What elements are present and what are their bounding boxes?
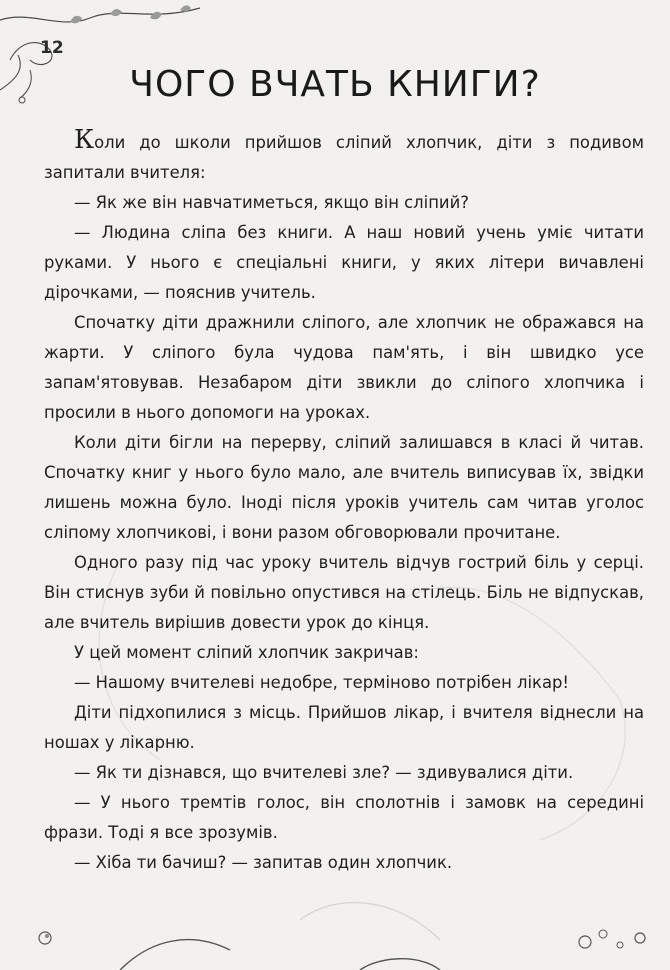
paragraph: — У нього тремтів голос, він сполотнів і замовк на середині фрази. Тоді я все зрозумів.: [44, 793, 644, 842]
paragraph: — Нашому вчителеві недобре, терміново потрібен лікар!: [74, 673, 569, 692]
bubbles-decoration-icon: [0, 890, 670, 970]
drop-cap: К: [74, 125, 95, 155]
story-text: [44, 125, 644, 878]
paragraph: Коли до школи прийшов сліпий хлопчик, діти з подивом запитали вчителя:: [44, 125, 644, 182]
paragraph: — Людина сліпа без книги. А наш новий учень уміє читати руками. У нього є спеціальні книги, у яких літери вичавлені дірочками, — пояснив учитель.: [44, 223, 644, 302]
paragraph: — Хіба ти бачиш? — запитав один хлопчик.: [74, 853, 453, 872]
paragraph: Одного разу під час уроку вчитель відчув гострий біль у серці. Він стиснув зуби й повільно опустився на стілець. Біль не відпускав, але вчитель вирішив довести урок до кінця.: [44, 553, 644, 632]
paragraph: Коли діти бігли на перерву, сліпий залишався в класі й читав. Спочатку книг у нього було мало, але вчитель виписував їх, звідки лишень можна було. Іноді після уроків учитель сам читав уголос сліпому хлопчикові, і вони разом обговорювали прочитане.: [44, 433, 644, 542]
paragraph: — Як ти дізнався, що вчителеві зле? — здивувалися діти.: [74, 763, 574, 782]
paragraph: У цей момент сліпий хлопчик закричав:: [74, 643, 419, 662]
paragraph: — Як же він навчатиметься, якщо він сліпий?: [74, 193, 469, 212]
page-number: 12: [40, 38, 64, 58]
page-title: ЧОГО ВЧАТЬ КНИГИ?: [129, 64, 541, 105]
paragraph: Спочатку діти дражнили сліпого, але хлопчик не ображався на жарти. У сліпого була чудова пам'ять, і він швидко усе запам'ятовував. Незабаром діти звикли до сліпого хлопчика і просили в нього допомоги на уроках.: [44, 313, 644, 422]
paragraph: Діти підхопилися з місць. Прийшов лікар, і вчителя віднесли на ношах у лікарню.: [44, 703, 644, 752]
